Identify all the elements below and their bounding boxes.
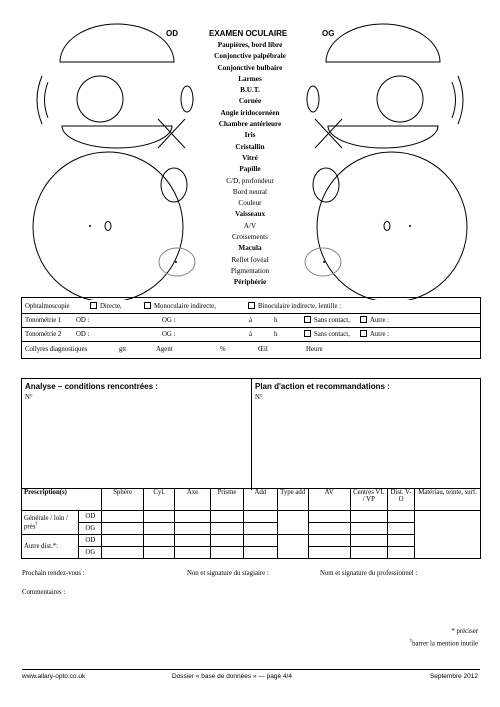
autre-dist-label: Autre dist.*: <box>22 535 79 559</box>
od-lower-lid-shape <box>62 126 172 148</box>
og-tear-ellipse <box>307 86 319 112</box>
sans-contact-option[interactable]: Sans contact, <box>304 316 350 325</box>
checkbox[interactable] <box>360 330 367 337</box>
og-lid-arc-right-outer <box>458 76 463 124</box>
sans-contact-option[interactable]: Sans contact, <box>304 330 350 339</box>
directe-option[interactable]: Directe, <box>90 302 122 311</box>
commentaires-field[interactable]: Commentaires : <box>22 589 66 596</box>
od-iris-circle <box>77 76 123 122</box>
od-lens-ellipse <box>161 168 187 202</box>
autre-option[interactable]: Autre : <box>360 330 389 339</box>
checkbox[interactable] <box>248 302 255 309</box>
exam-item: Bord neural <box>232 187 268 196</box>
exam-item: Angle iridocornéen <box>220 108 280 117</box>
exam-item: Cornée <box>238 97 262 106</box>
exam-item: Croisements <box>232 233 268 242</box>
table-row: Générale / loin / près† OD <box>22 511 481 523</box>
exam-item: Larmes <box>238 74 262 83</box>
exam-item: Pigmentation <box>230 266 270 275</box>
footer-site: www.allary-opto.co.uk <box>22 673 86 680</box>
footer-rule <box>22 669 480 670</box>
exam-item: Périphérie <box>233 278 267 287</box>
note-preciser: * préciser <box>451 628 478 635</box>
og-optic-disc <box>384 222 390 231</box>
checkbox[interactable] <box>144 302 151 309</box>
analyse-no: N° <box>25 394 33 401</box>
checkbox[interactable] <box>304 316 311 323</box>
og-iris-circle <box>377 76 423 122</box>
table-row: OG <box>22 547 481 559</box>
measures-box: Ophtalmoscopie Directe, Monoculaire indirecte, Binoculaire indirecte, lentille : Tonométrie 1 OD : OG : à h Sans contact, Autre : Tonométrie 2 OD : OG : à h Sans contact, Autre : Collyres diagnostiques gtt Agent % Œil Heure <box>21 297 481 359</box>
plan-title: Plan d'action et recommandations : <box>255 382 390 391</box>
od-header: OD <box>166 29 178 38</box>
od-macula-dot <box>175 261 177 263</box>
autre-option[interactable]: Autre : <box>360 316 389 325</box>
exam-item: Reflet fovéal <box>231 255 269 264</box>
checkbox[interactable] <box>304 330 311 337</box>
monoculaire-option[interactable]: Monoculaire indirecte, <box>144 302 216 311</box>
od-upper-lid-shape <box>60 24 174 62</box>
prescription-header-row: Prescription(s) Sphère Cyl. Axe Prisme Add Type add AV Centres VL / VP Dist. V-O Matériau, teinte, surf. <box>22 489 481 511</box>
prescription-header: Prescription(s) <box>22 489 102 511</box>
og-lens-ellipse <box>313 168 339 202</box>
plan-no: N° <box>255 394 263 401</box>
od-fundus-circle <box>33 152 183 300</box>
og-lower-lid-shape <box>328 126 438 148</box>
od-tear-ellipse <box>181 86 193 112</box>
og-macula-dot <box>323 261 325 263</box>
exam-item: Conjonctive palpébrale <box>214 52 286 61</box>
og-fovea-dot <box>409 225 411 227</box>
exam-item: Papille <box>239 165 261 174</box>
note-barrer: †barrer la mention inutile <box>409 639 478 648</box>
exam-item: B.U.T. <box>240 86 260 95</box>
exam-item: Conjonctive bulbaire <box>217 63 283 72</box>
table-row: Autre dist.*: OD <box>22 535 481 547</box>
exam-item: A/V <box>243 221 257 230</box>
exam-item: C/D, profondeur <box>226 176 274 185</box>
od-lid-arc-left-outer <box>37 76 42 124</box>
generale-label: Générale / loin / près† <box>22 511 79 535</box>
binoculaire-option[interactable]: Binoculaire indirecte, lentille : <box>248 302 341 311</box>
analyse-plan-box <box>21 378 481 489</box>
checkbox[interactable] <box>90 302 97 309</box>
prescription-table <box>21 488 481 559</box>
exam-item: Vitré <box>242 153 258 162</box>
og-lid-arc-right-inner <box>452 82 456 118</box>
stagiaire-field[interactable]: Non et signature du stagiaire : <box>187 570 269 577</box>
ophthalmoscopie-label: Ophtalmoscopie <box>25 303 70 310</box>
analyse-title: Analyse – conditions rencontrées : <box>25 382 158 391</box>
exam-item: Vaisseaux <box>234 210 266 219</box>
og-fundus-circle <box>317 152 467 300</box>
od-optic-disc <box>105 222 111 231</box>
exam-item: Cristallin <box>235 142 265 151</box>
professionnel-field[interactable]: Nom et signature du professionnel : <box>320 570 418 577</box>
checkbox[interactable] <box>360 316 367 323</box>
eye-diagrams <box>0 0 500 300</box>
exam-title: EXAMEN OCULAIRE <box>209 29 288 38</box>
od-lid-arc-left-inner <box>45 82 49 118</box>
exam-item: Paupières, bord libre <box>217 41 283 49</box>
od-fovea-dot <box>89 225 91 227</box>
footer-page: Dossier « base de données » — page 4/4 <box>172 673 292 680</box>
og-upper-lid-shape <box>326 24 440 62</box>
exam-item: Iris <box>244 131 256 140</box>
footer-date: Septembre 2012 <box>429 673 478 680</box>
exam-item: Chambre antérieure <box>218 120 282 129</box>
rdv-field[interactable]: Prochain rendez-vous : <box>22 570 85 577</box>
exam-item: Macula <box>238 244 262 253</box>
og-header: OG <box>322 29 335 38</box>
exam-item: Couleur <box>238 199 262 208</box>
table-row: OG <box>22 523 481 535</box>
